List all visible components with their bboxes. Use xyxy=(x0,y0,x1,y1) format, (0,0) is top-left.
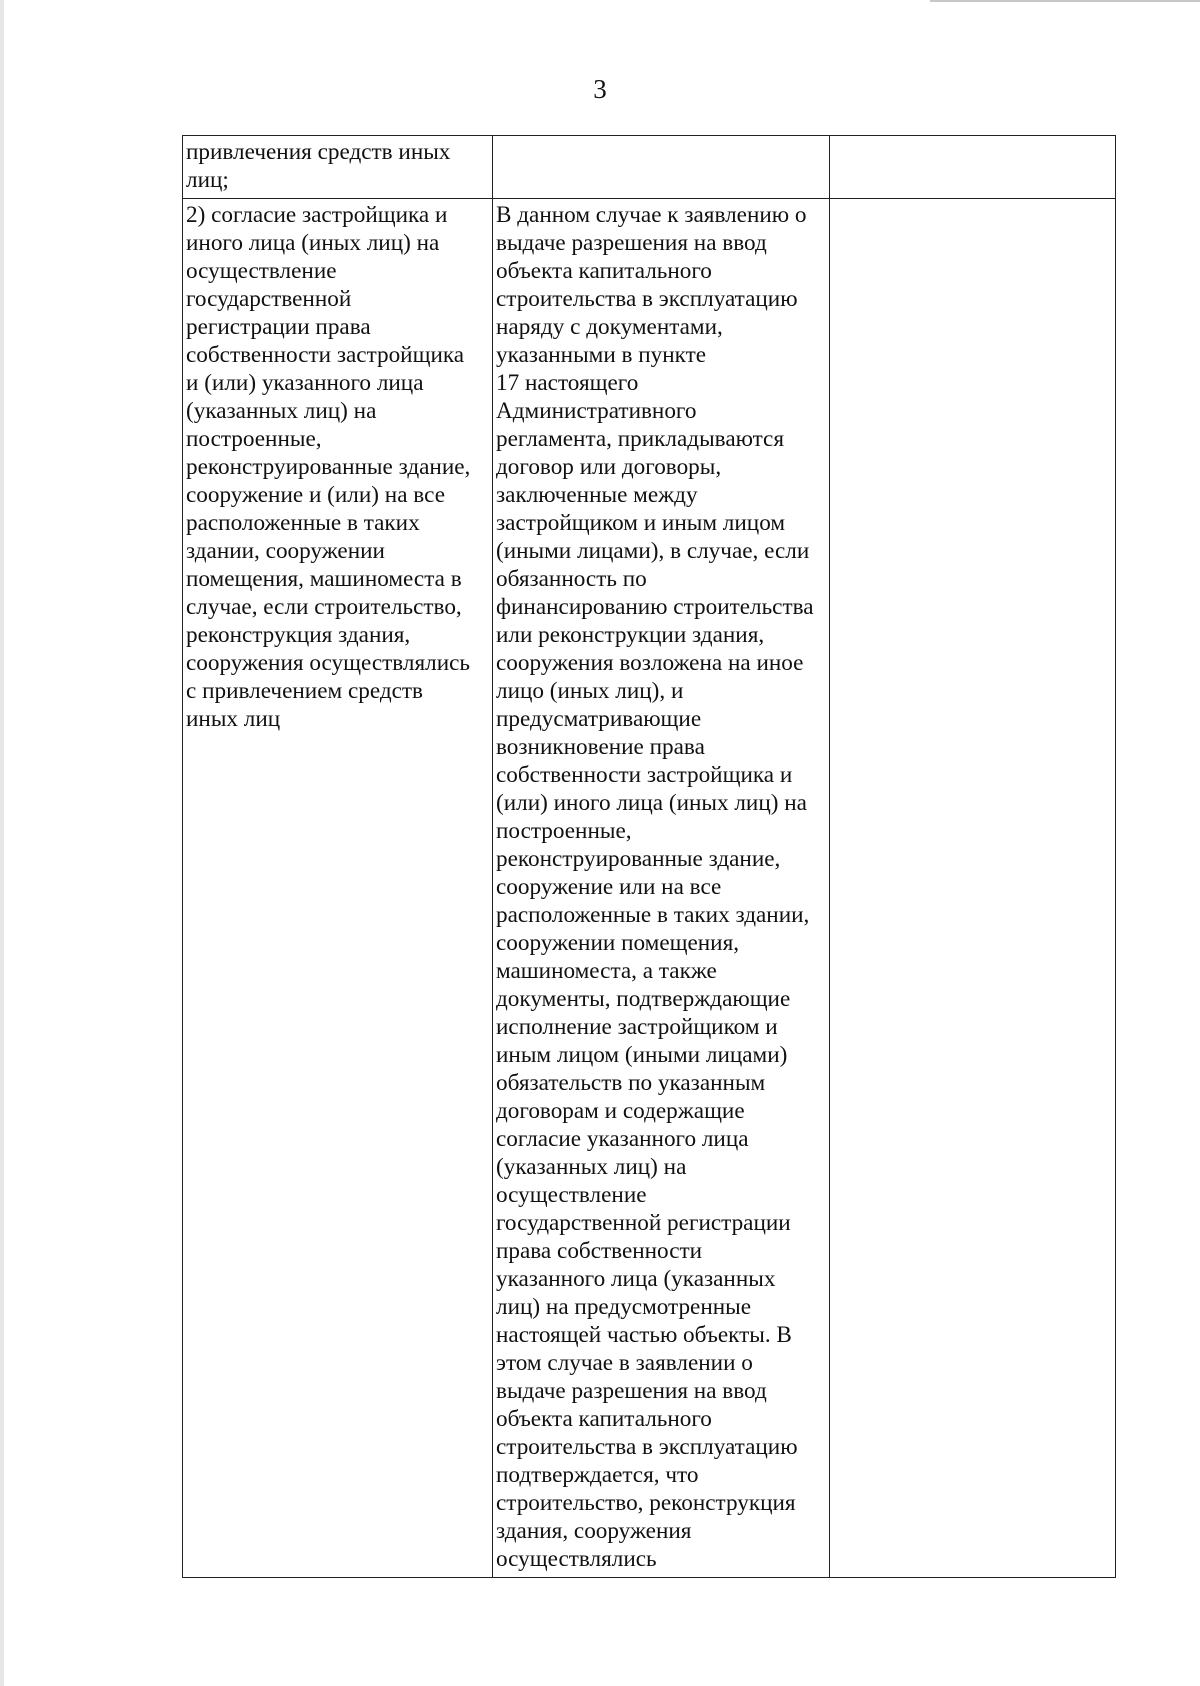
table-cell-notes xyxy=(830,136,1116,199)
table-cell-requirement xyxy=(183,136,493,199)
table-row xyxy=(183,136,1116,199)
table-cell-notes xyxy=(830,199,1116,1578)
cell-text: привлечения средств иных лиц; xyxy=(186,139,451,193)
document-table xyxy=(182,135,1116,1578)
table-cell-requirement xyxy=(183,199,493,1578)
table-cell-description xyxy=(493,199,830,1578)
table-row xyxy=(183,199,1116,1578)
cell-text: В данном случае к заявлению о выдаче разрешения на ввод объекта капитального строительства в эксплуатацию наряду с документами, указанными в пункте 17 настоящего Административного регламента, прикладываются договор или договоры, заключенные между застройщиком и иным лицом (иными лицами), в случае, если обязанность по финансированию строительства или реконструкции здания, сооружения возложена на иное лицо (иных лиц), и предусматривающие возникновение права собственности застройщика и (или) иного лица (иных лиц) на построенные, реконструированные здание, сооружение или на все расположенные в таких здании, сооружении помещения, машиноместа, а также документы, подтверждающие исполнение застройщиком и иным лицом (иными лицами) обязательств по указанным договорам и содержащие согласие указанного лица (указанных лиц) на осуществление государственной регистрации права собственности указанного лица (указанных лиц) на предусмотренные настоящей частью объекты. В этом случае в заявлении о выдаче разрешения на ввод объекта капитального строительства в эксплуатацию подтверждается, что строительство, реконструкция здания, сооружения осуществлялись xyxy=(496,202,814,1572)
cell-text: 2) согласие застройщика и иного лица (иных лиц) на осуществление государственной регистрации права собственности застройщика и (или) указанного лица (указанных лиц) на построенные, реконструированные здание, сооружение и (или) на все расположенные в таких здании, сооружении помещения, машиноместа в случае, если строительство, реконструкция здания, сооружения осуществлялись с привлечением средств иных лиц xyxy=(186,202,471,732)
scan-artifact-line xyxy=(930,0,1200,2)
table-cell-description xyxy=(493,136,830,199)
scan-edge xyxy=(0,0,4,1686)
page-number: 3 xyxy=(593,74,607,104)
